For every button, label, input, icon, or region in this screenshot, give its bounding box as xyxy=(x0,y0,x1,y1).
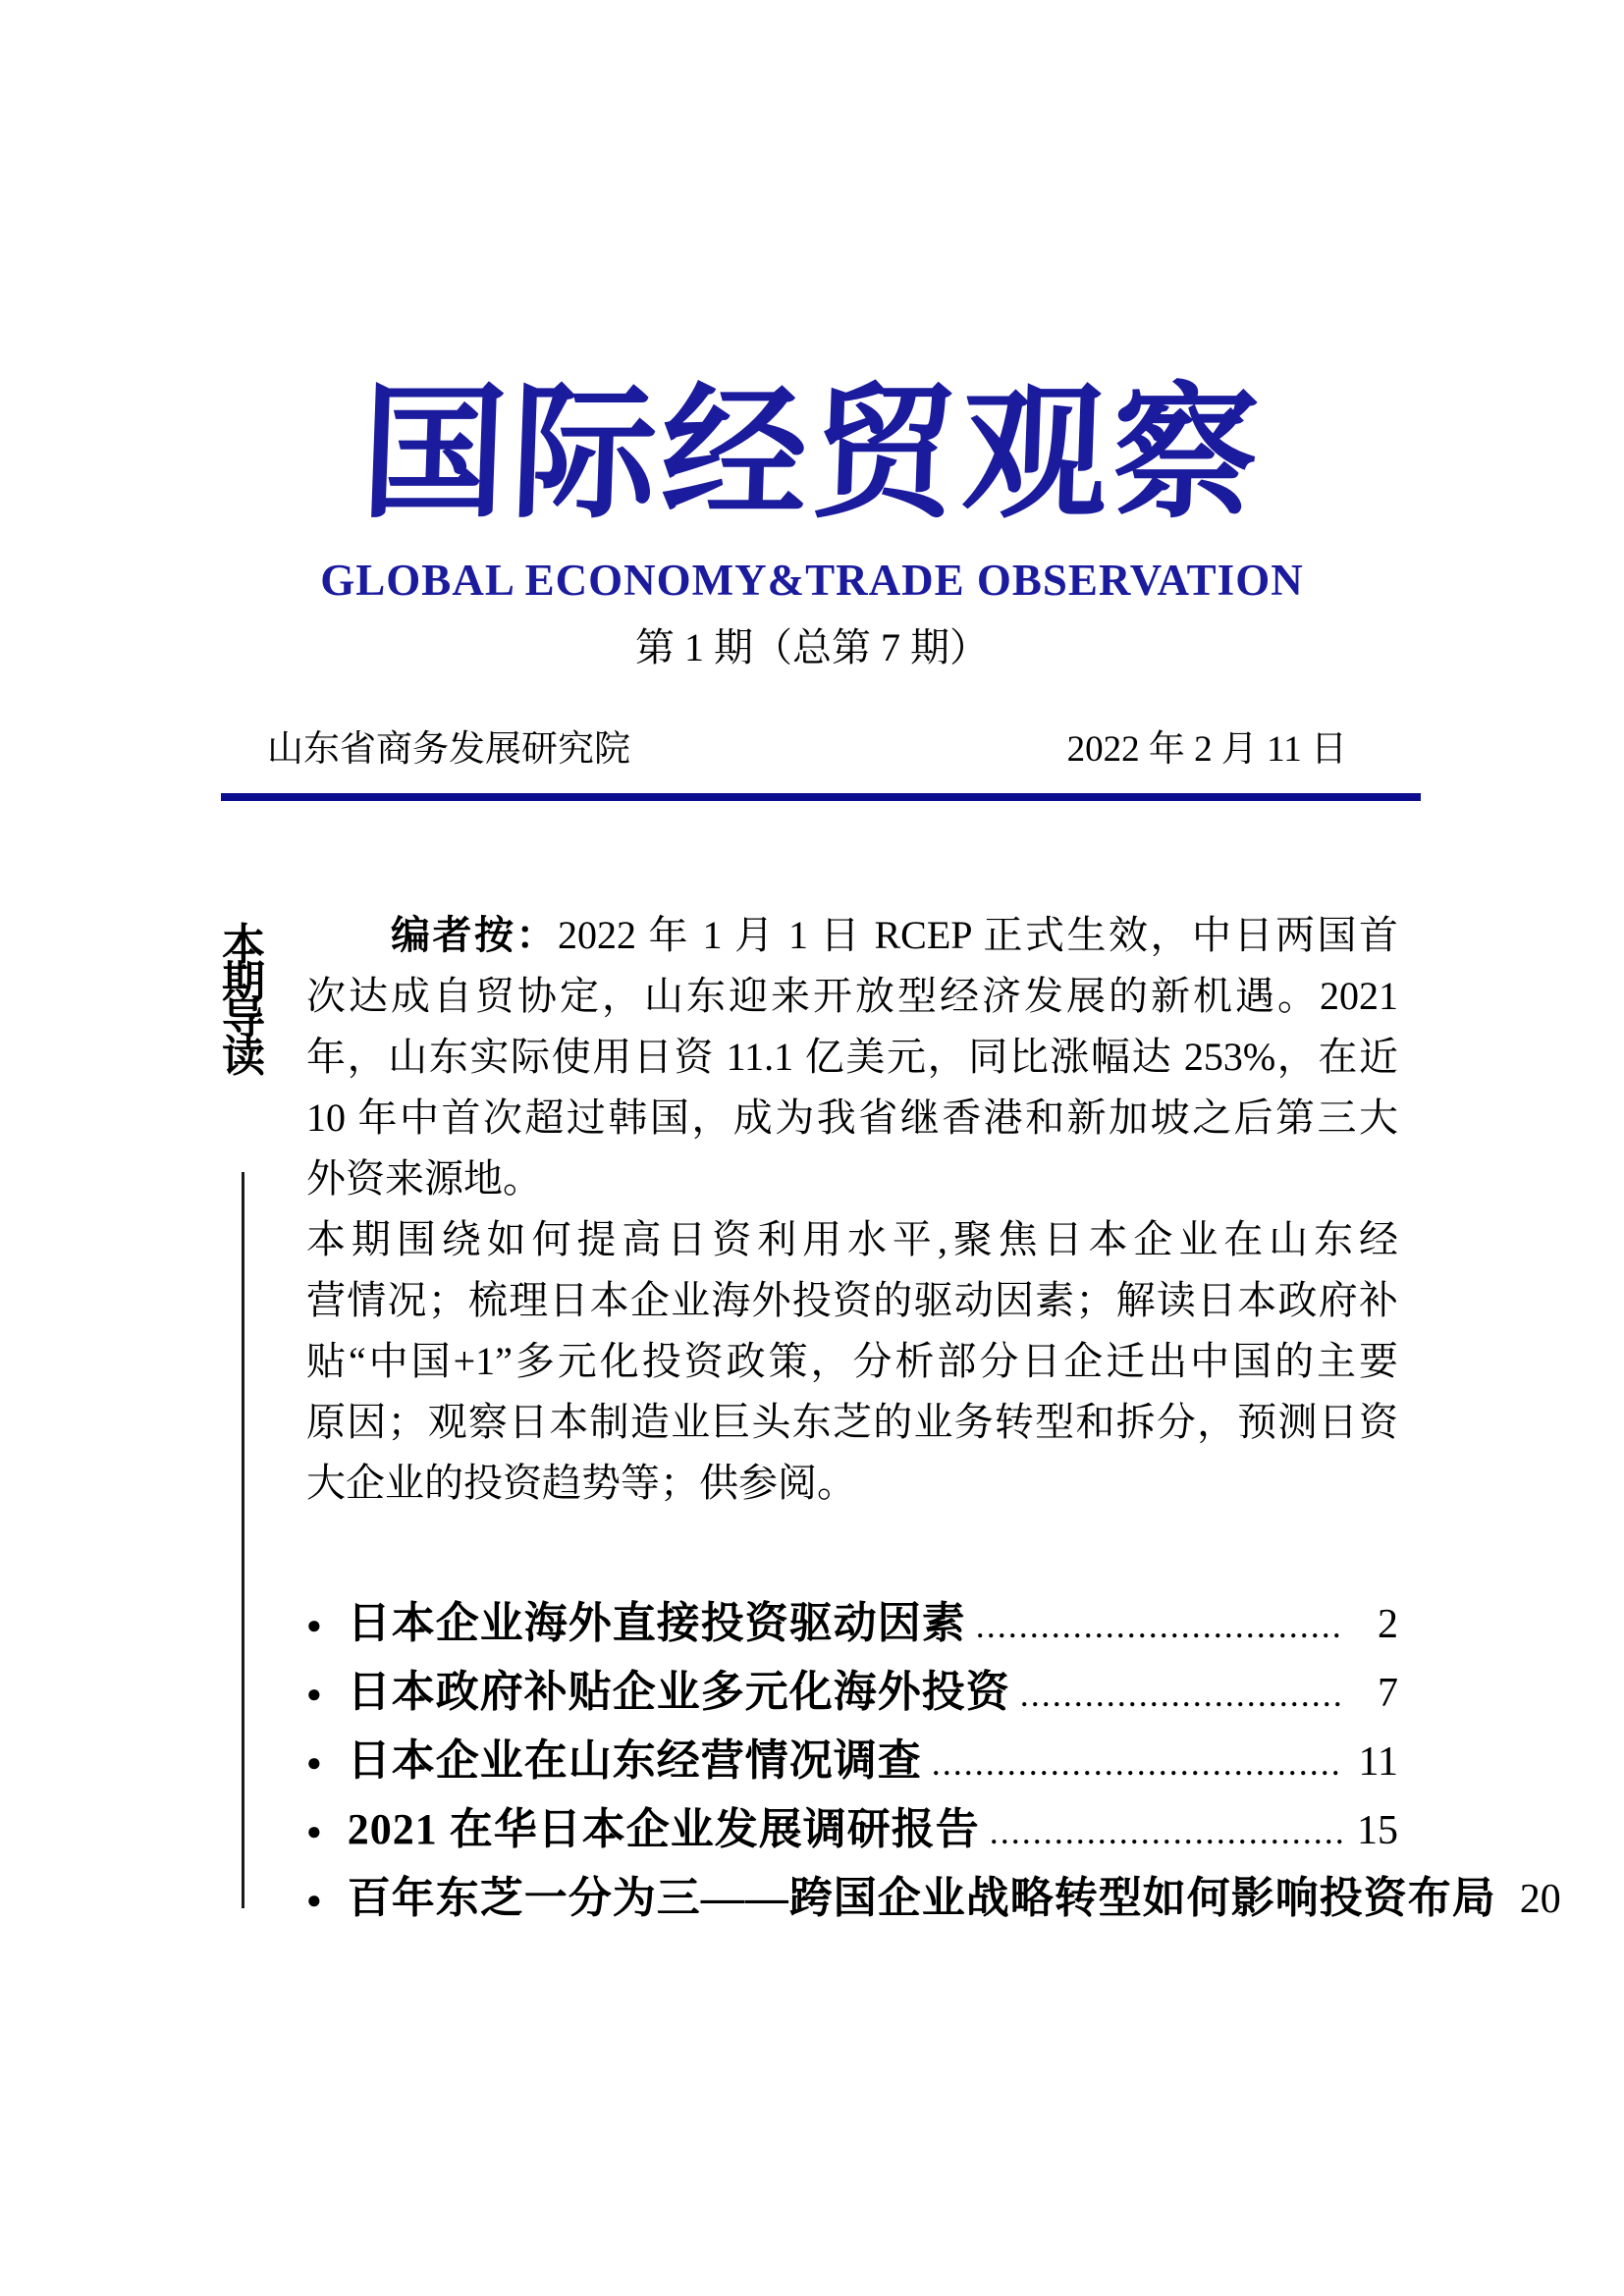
sidebar-vertical-rule xyxy=(242,1172,244,1908)
text-line: 10 年中首次超过韩国，成为我省继香港和新加坡之后第三大 xyxy=(306,1095,1398,1140)
issue-date: 2022 年 2 月 11 日 xyxy=(1066,729,1347,770)
text-line: 原因；观察日本制造业巨头东芝的业务转型和拆分，预测日资 xyxy=(306,1400,1398,1444)
publisher-name: 山东省商务发展研究院 xyxy=(267,729,630,770)
text-run: 2022 年 1 月 1 日 RCEP 正式生效，中日两国首 xyxy=(558,913,1398,957)
text-line: 营情况；梳理日本企业海外投资的驱动因素；解读日本政府补 xyxy=(306,1278,1398,1322)
text-line xyxy=(306,905,1398,966)
editors-note-lines xyxy=(306,966,1398,1209)
toc-page-number: 15 xyxy=(1357,1808,1398,1853)
toc-item[interactable] xyxy=(306,1793,1398,1862)
toc-item-title: 日本政府补贴企业多元化海外投资 xyxy=(347,1668,1010,1716)
toc-page-number: 7 xyxy=(1378,1671,1398,1716)
issue-number-line: 第 1 期（总第 7 期） xyxy=(635,625,989,669)
toc-item-title: 2021 在华日本企业发展调研报告 xyxy=(347,1805,980,1853)
dot-leader xyxy=(990,1811,1343,1852)
toc-item-title: 日本企业海外直接投资驱动因素 xyxy=(347,1599,966,1647)
toc-item[interactable] xyxy=(306,1656,1398,1725)
toc-page-number: 11 xyxy=(1358,1739,1398,1785)
bullet-icon: ● xyxy=(306,1748,322,1777)
toc-item-title: 百年东芝一分为三——跨国企业战略转型如何影响投资布局 xyxy=(347,1874,1496,1922)
dot-leader xyxy=(1020,1674,1343,1715)
toc-item[interactable] xyxy=(306,1587,1398,1656)
table-of-contents xyxy=(306,1587,1561,1931)
overview-paragraph xyxy=(306,1209,1398,1514)
editors-note-label: 编者按： xyxy=(391,913,558,957)
dot-leader xyxy=(976,1605,1343,1646)
toc-page-number: 20 xyxy=(1519,1877,1561,1922)
bullet-icon: ● xyxy=(306,1680,322,1708)
bullet-icon: ● xyxy=(306,1611,322,1639)
toc-item[interactable] xyxy=(306,1862,1561,1931)
toc-item-title: 日本企业在山东经营情况调查 xyxy=(347,1736,922,1785)
section-vertical-label: 本期导读 xyxy=(222,921,265,1081)
info-bar xyxy=(267,726,1347,774)
text-line: 大企业的投资趋势等；供参阅。 xyxy=(306,1461,856,1505)
header-divider-rule xyxy=(221,793,1421,801)
text-line: 次达成自贸协定，山东迎来开放型经济发展的新机遇。2021 xyxy=(306,974,1398,1018)
text-line: 年，山东实际使用日资 11.1 亿美元，同比涨幅达 253%，在近 xyxy=(306,1035,1398,1079)
bullet-icon: ● xyxy=(306,1817,322,1845)
toc-item[interactable] xyxy=(306,1725,1398,1793)
text-line: 贴“中国+1”多元化投资政策，分析部分日企迁出中国的主要 xyxy=(306,1339,1398,1383)
publication-title: 国际经贸观察 xyxy=(358,373,1266,535)
editors-note-paragraph xyxy=(306,905,1398,1209)
toc-page-number: 2 xyxy=(1378,1602,1398,1647)
dot-leader xyxy=(932,1742,1343,1784)
bullet-icon: ● xyxy=(306,1886,322,1914)
main-content xyxy=(306,905,1561,1931)
publication-subtitle-english: GLOBAL ECONOMY&TRADE OBSERVATION xyxy=(320,556,1304,605)
text-line: 本期围绕如何提高日资利用水平,聚焦日本企业在山东经 xyxy=(306,1217,1398,1261)
text-line: 外资来源地。 xyxy=(306,1156,542,1201)
